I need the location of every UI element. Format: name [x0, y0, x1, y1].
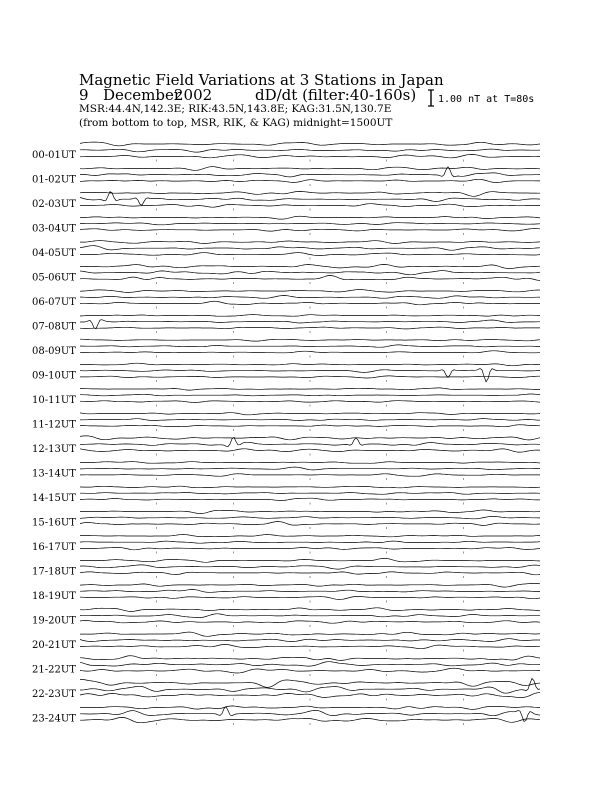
- component-filter: dD/dt (filter:40-160s): [255, 86, 417, 104]
- row-03-04UT: [32, 216, 540, 235]
- trace-RIK: [80, 394, 540, 396]
- trace-RIK: [80, 296, 540, 299]
- scale-bar: [428, 90, 434, 106]
- row-label: 08-09UT: [32, 346, 76, 357]
- trace-MSR: [80, 583, 540, 587]
- trace-RIK: [80, 223, 540, 225]
- row-label: 01-02UT: [32, 174, 76, 186]
- trace-KAG: [80, 425, 540, 427]
- trace-KAG: [80, 717, 540, 722]
- trace-MSR: [80, 191, 540, 196]
- trace-KAG: [80, 474, 540, 477]
- trace-KAG: [80, 621, 540, 624]
- trace-MSR: [80, 216, 540, 219]
- row-15-16UT: [32, 510, 540, 529]
- trace-MSR: [80, 656, 540, 661]
- trace-order-note: (from bottom to top, MSR, RIK, & KAG) midnight=1500UT: [79, 117, 393, 129]
- row-label: 00-01UT: [32, 150, 76, 161]
- trace-MSR: [80, 462, 540, 464]
- trace-RIK: [80, 589, 540, 592]
- row-label: 09-10UT: [32, 370, 76, 382]
- row-label: 20-21UT: [32, 640, 76, 651]
- trace-RIK: [80, 516, 540, 518]
- row-label: 16-17UT: [32, 542, 76, 553]
- trace-RIK: [80, 541, 540, 543]
- row-13-14UT: [32, 462, 540, 480]
- trace-MSR: [80, 632, 540, 636]
- trace-MSR: [80, 339, 540, 341]
- trace-RIK: [80, 565, 540, 569]
- row-06-07UT: [32, 290, 540, 309]
- trace-RIK: [80, 662, 540, 666]
- row-01-02UT: [32, 167, 540, 186]
- trace-MSR: [80, 486, 540, 488]
- row-21-22UT: [32, 656, 540, 676]
- row-label: 05-06UT: [32, 272, 76, 284]
- trace-KAG: [80, 668, 540, 673]
- row-label: 13-14UT: [32, 468, 76, 480]
- trace-KAG: [80, 572, 540, 575]
- trace-KAG: [80, 596, 540, 599]
- scale-bar-label: 1.00 nT at T=80s: [438, 94, 535, 105]
- date-day: 9: [79, 86, 89, 104]
- trace-RIK: [80, 639, 540, 642]
- trace-KAG: [80, 547, 540, 549]
- row-label: 15-16UT: [32, 517, 76, 529]
- row-label: 03-04UT: [32, 223, 76, 235]
- row-12-13UT: [32, 436, 540, 456]
- trace-RIK: [80, 369, 540, 382]
- row-11-12UT: [32, 413, 540, 431]
- trace-MSR: [80, 608, 540, 612]
- row-04-05UT: [32, 241, 540, 260]
- row-label: 17-18UT: [32, 566, 76, 578]
- row-17-18UT: [32, 558, 540, 578]
- trace-MSR: [80, 363, 540, 366]
- trace-KAG: [80, 154, 540, 157]
- trace-KAG: [80, 522, 540, 526]
- row-07-08UT: [32, 315, 540, 333]
- row-00-01UT: [32, 142, 540, 161]
- row-label: 21-22UT: [32, 664, 76, 676]
- trace-KAG: [80, 376, 540, 378]
- row-label: 19-20UT: [32, 615, 76, 627]
- trace-RIK: [80, 707, 540, 722]
- row-16-17UT: [32, 535, 540, 554]
- row-label: 07-08UT: [32, 321, 76, 333]
- trace-MSR: [80, 264, 540, 268]
- row-05-06UT: [32, 264, 540, 284]
- trace-RIK: [80, 271, 540, 275]
- trace-KAG: [80, 644, 540, 648]
- row-label: 23-24UT: [32, 713, 76, 725]
- trace-MSR: [80, 290, 540, 293]
- trace-KAG: [80, 498, 540, 500]
- trace-KAG: [80, 351, 540, 353]
- row-02-03UT: [32, 191, 540, 210]
- trace-MSR: [80, 558, 540, 562]
- row-label: 14-15UT: [32, 493, 76, 504]
- trace-RIK: [80, 437, 540, 446]
- trace-RIK: [80, 614, 540, 618]
- trace-KAG: [80, 693, 540, 698]
- trace-KAG: [80, 276, 540, 281]
- row-08-09UT: [32, 339, 540, 357]
- trace-KAG: [80, 229, 540, 232]
- row-label: 04-05UT: [32, 248, 76, 259]
- trace-RIK: [80, 493, 540, 495]
- trace-RIK: [80, 192, 540, 206]
- trace-MSR: [80, 388, 540, 390]
- trace-MSR: [80, 142, 540, 146]
- date-month: December: [103, 86, 182, 104]
- row-label: 10-11UT: [32, 395, 76, 406]
- trace-MSR: [80, 679, 540, 687]
- trace-KAG: [80, 204, 540, 208]
- row-20-21UT: [32, 632, 540, 651]
- trace-MSR: [80, 241, 540, 244]
- row-label: 22-23UT: [32, 689, 76, 700]
- trace-MSR: [80, 315, 540, 317]
- row-label: 12-13UT: [32, 444, 76, 455]
- trace-RIK: [80, 246, 540, 251]
- trace-RIK: [80, 345, 540, 347]
- trace-KAG: [80, 301, 540, 305]
- row-14-15UT: [32, 486, 540, 504]
- trace-RIK: [80, 467, 540, 470]
- station-coordinates: MSR:44.4N,142.3E; RIK:43.5N,143.8E; KAG:31.5N,130.7E: [79, 103, 392, 115]
- trace-KAG: [80, 401, 540, 403]
- row-label: 11-12UT: [32, 419, 76, 431]
- trace-MSR: [80, 535, 540, 537]
- row-label: 02-03UT: [32, 199, 76, 210]
- row-19-20UT: [32, 608, 540, 627]
- trace-MSR: [80, 706, 540, 710]
- row-label: 18-19UT: [32, 591, 76, 602]
- trace-MSR: [80, 167, 540, 171]
- row-18-19UT: [32, 583, 540, 602]
- chart-title: Magnetic Field Variations at 3 Stations in Japan: [79, 71, 444, 89]
- row-23-24UT: [32, 706, 540, 725]
- row-label: 06-07UT: [32, 297, 76, 308]
- trace-MSR: [80, 436, 540, 440]
- trace-KAG: [80, 327, 540, 329]
- trace-KAG: [80, 179, 540, 182]
- row-22-23UT: [32, 678, 540, 700]
- trace-KAG: [80, 253, 540, 256]
- date-year: 2002: [174, 86, 213, 104]
- row-10-11UT: [32, 388, 540, 407]
- trace-MSR: [80, 413, 540, 415]
- row-09-10UT: [32, 363, 540, 382]
- trace-RIK: [80, 419, 540, 421]
- trace-MSR: [80, 510, 540, 514]
- trace-KAG: [80, 449, 540, 452]
- trace-RIK: [80, 149, 540, 152]
